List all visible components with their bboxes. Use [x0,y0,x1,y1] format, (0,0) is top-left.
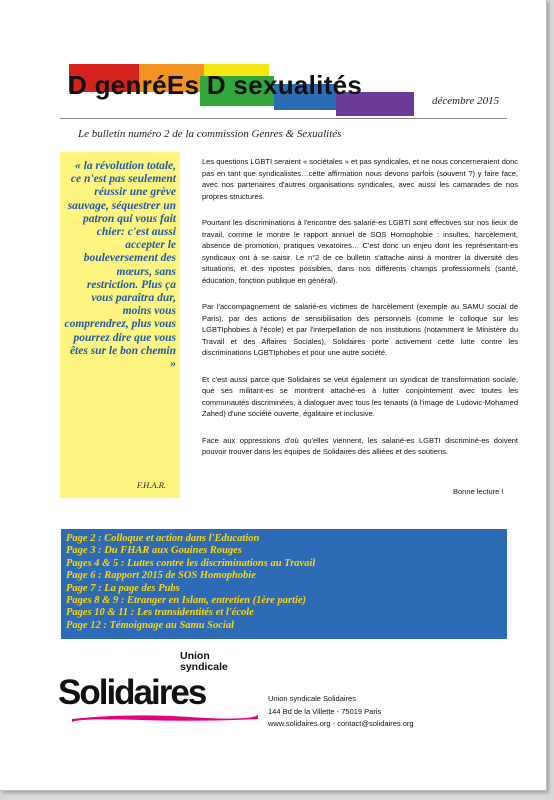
toc-item: Page 2 : Colloque et action dans l'Education [66,533,260,544]
logo-swoosh-icon [70,710,260,724]
editorial-paragraph: Et c'est aussi parce que Solidaires se veut également un syndicat de transformation sociale, que ses militant-es se montrent attaché-es à lutter conjointement avec toutes les communautés discriminées, à dialoguer avec tous les tenants (à l'image de Ludovic-Mohamed Zahed) d'une société ouverte, égalitaire et inclusive. [202,374,518,418]
logo-union-syndicale [180,651,228,673]
logo-solidaires: Solidaires [58,673,206,712]
toc-item: Page 7 : La page des Pubs [66,582,180,594]
editorial-paragraph: Face aux oppressions d'où qu'elles viennent, les salarié-es LGBTI discriminé-es doivent pouvoir trouver dans les équipes de Solidaires des alliées et des soutiens. [202,435,518,456]
editorial-paragraph: Par l'accompagnement de salarié-es victimes de harcèlement (exemple au SAMU social de Paris), par des actions de sensibilisation des personnels (comme le colloque sur les LGBTIphobies à l'école) et par l'interpellation de nos institutions (notamment le Ministère du Travail et des Affaires Sociales), Solidaires porte activement cette lutte contre les discriminations LGBTIphobes et pour une autre société. [202,302,518,357]
quote-text: « la révolution totale, ce n'est pas seulement réussir une grève sauvage, séquestrer un patron qui vous fait chier: c'est aussi accepter le bouleversement des mœurs, sans restriction. Plus ça vous paraîtra dur, moins vous comprendrez, plus vous pourrez dire que vous êtes sur le bon chemin » [64,160,176,371]
toc-item: Pages 4 & 5 : Luttes contre les discriminations au Travail [66,557,316,569]
editorial-paragraph: Les questions LGBTI seraient « sociétales » et pas syndicales, et ne nous concerneraient donc pas en tant que syndicalistes…cette affirmation nous devons parfois (souvent ?) y faire face, avec nos partenaires d'autres organisations syndicales, avec aussi les camarades de nos propres structures. [202,157,518,201]
toc-item: Pages 8 & 9 : Etranger en Islam, entretien (1ère partie) [66,595,307,607]
quote-author: F.H.A.R. [136,480,166,490]
address-street: 144 Bd de la Villette - 75019 Paris [268,706,382,716]
logo-line-union: Union [180,650,210,662]
address-org: Union syndicale Solidaires [268,694,356,703]
toc-item: Pages 10 & 11 : Les transidentités et l'école [66,607,254,619]
bulletin-title: D genréEs D sexualités [68,70,363,100]
address-contact: www.solidaires.org - contact@solidaires.org [268,719,414,728]
editorial-paragraph: Pourtant les discriminations à l'encontre des salarié-es LGBTI sont effectives sur nos lieux de travail, comme le montre le rapport annuel de SOS Homophobie : insultes, harcèlement, absence de promotion, pratiques vexatoires… C'est donc un enjeu dont les représentant-es syndicaux ont à se saisir. Le n°2 de ce bulletin s'attache ainsi à montrer la diversité des situations, et des ripostes possibles, dans nos différents champs professionnels (santé, éducation, fonction publique en général). [202,218,518,285]
contact-address [268,693,414,731]
issue-date: décembre 2015 [432,95,500,107]
editorial-body [202,156,518,473]
header-divider [60,118,507,119]
logo-line-syndicale: syndicale [180,661,228,673]
editorial-signoff: Bonne lecture ! [453,487,504,496]
quote-box [60,152,180,498]
toc-item: Page 12 : Témoignage au Samu Social [66,619,234,631]
bulletin-subtitle: Le bulletin numéro 2 de la commission Genres & Sexualités [78,128,342,140]
toc-item: Page 6 : Rapport 2015 de SOS Homophobie [66,570,256,582]
table-of-contents [61,529,507,639]
toc-item: Page 3 : Du FHAR aux Gouines Rouges [66,545,242,557]
